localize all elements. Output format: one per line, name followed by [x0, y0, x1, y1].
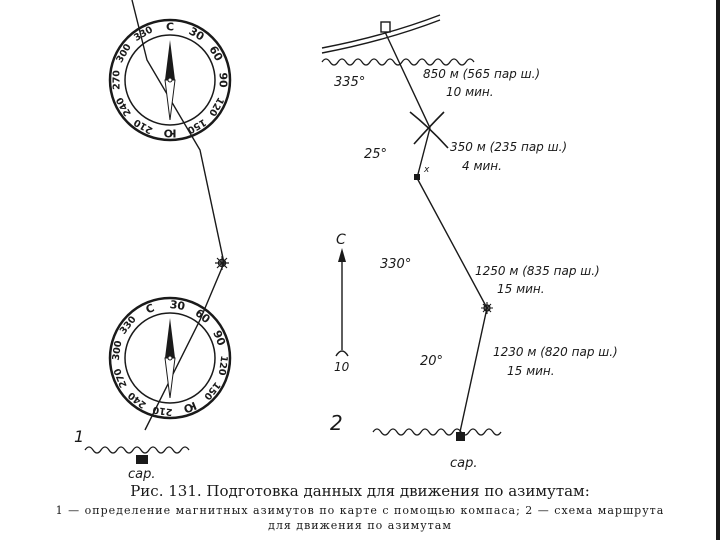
leg-time: 4 мин. [462, 159, 502, 173]
caption-title: Рис. 131. Подготовка данных для движения по азимутам: [130, 482, 590, 500]
needle-pivot [168, 356, 172, 360]
dial-tick-label: 120 [206, 95, 226, 118]
diagram-2-number: 2 [330, 411, 343, 435]
forest-edge-icon [373, 429, 501, 435]
diagram-2 [322, 15, 618, 471]
landmark-star-icon [481, 302, 493, 314]
dial-tick-label: 60 [206, 43, 226, 64]
leg-distance: 850 м (565 пар ш.) [423, 67, 541, 81]
forest-edge-icon [85, 447, 189, 453]
leg-distance: 1250 м (835 пар ш.) [475, 264, 600, 278]
needle-south-icon [165, 80, 175, 120]
angle-label: 20° [420, 354, 444, 369]
needle-north-icon [165, 318, 175, 358]
north-arrow-tail-icon [336, 351, 348, 356]
dial-tick-label: 30 [168, 297, 186, 314]
dial-tick-label: 330 [132, 24, 155, 44]
north-arrow [334, 232, 350, 374]
dial-tick-label: 270 [112, 366, 130, 390]
dial-tick-label: 240 [114, 95, 134, 118]
leg-distance: 350 м (235 пар ш.) [450, 140, 568, 154]
dial-tick-label: 150 [185, 116, 208, 136]
landmark-star-icon [215, 256, 229, 270]
scan-edge [716, 0, 720, 540]
north-arrow-head-icon [338, 248, 346, 262]
waypoint-x-label: x [424, 165, 430, 175]
route-line-1 [132, 0, 224, 430]
dial-tick-label: 270 [111, 70, 123, 90]
scale-label: 10 [334, 360, 350, 374]
dial-tick-label: 330 [117, 314, 139, 337]
dial-tick-label: С [143, 301, 157, 317]
dial-tick-label: 210 [152, 403, 174, 418]
dial-tick-label: Ю [181, 398, 199, 416]
dial-tick-label: 210 [132, 116, 155, 136]
angle-label: 330° [380, 257, 412, 272]
dial-tick-label: 150 [201, 379, 223, 402]
diagram-1-number: 1 [74, 427, 85, 446]
leg-time: 15 мин. [507, 364, 555, 378]
dial-tick-label: Ю [163, 126, 177, 140]
compass-top [110, 20, 230, 140]
angle-label: 335° [334, 75, 366, 90]
barn-label: сар. [128, 467, 156, 482]
dial-tick-label: С [165, 20, 175, 34]
dial-tick-label: 300 [114, 42, 134, 65]
barn-label: сар. [450, 456, 478, 471]
angle-label: 25° [364, 147, 388, 162]
dial-tick-label: 240 [126, 389, 149, 411]
dial-tick-label: 90 [216, 72, 230, 88]
barn-icon [456, 432, 465, 441]
north-label: С [336, 232, 346, 248]
start-point-icon [381, 22, 390, 32]
leg-time: 15 мин. [497, 282, 545, 296]
dial-tick-label: 120 [215, 354, 230, 376]
dial-tick-label: 60 [192, 306, 213, 327]
dial-tick-label: 300 [110, 340, 125, 362]
diagram-1 [74, 0, 230, 482]
caption-line-1: 1 — определение магнитных азимутов по карте с помощью компаса; 2 — схема маршрута [55, 504, 665, 517]
dial-tick-label: 30 [186, 24, 207, 44]
needle-pivot [168, 78, 172, 82]
caption-line-2: для движения по азимутам [268, 519, 452, 532]
leg-distance: 1230 м (820 пар ш.) [493, 345, 618, 359]
waypoint-marker-icon [414, 174, 420, 180]
compass-bottom [110, 298, 230, 418]
leg-time: 10 мин. [446, 85, 494, 99]
needle-north-icon [165, 40, 175, 80]
needle-south-icon [165, 358, 175, 398]
barn-icon [136, 455, 148, 464]
dial-tick-label: 90 [210, 328, 228, 348]
